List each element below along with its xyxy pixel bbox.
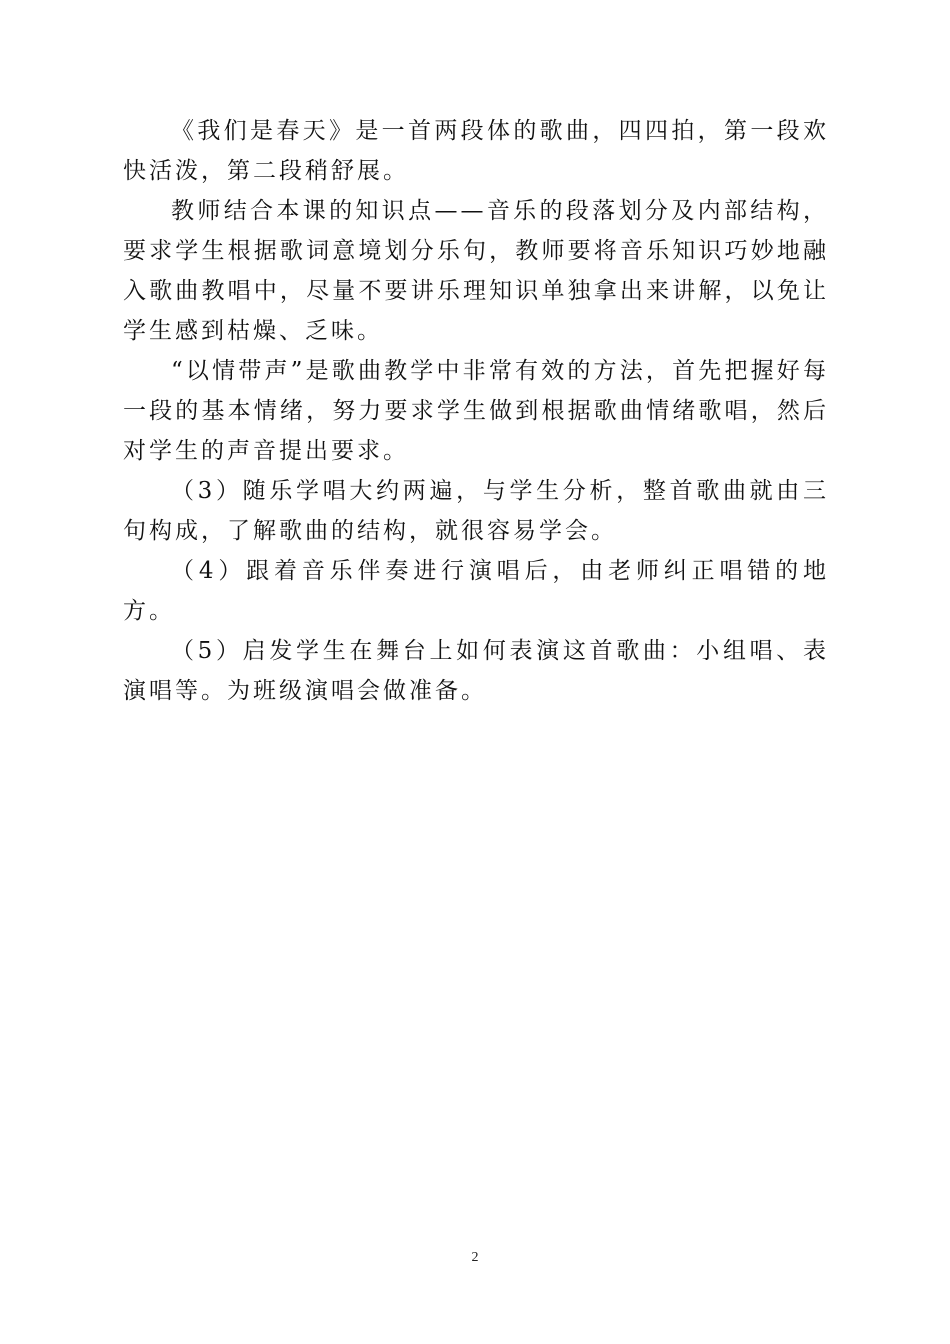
paragraph-emotion-method: “以情带声”是歌曲教学中非常有效的方法，首先把握好每一段的基本情绪，努力要求学生做到根据歌曲情绪歌唱，然后对学生的声音提出要求。 xyxy=(123,358,829,464)
paragraph-step-3: （3）随乐学唱大约两遍，与学生分析，整首歌曲就由三句构成，了解歌曲的结构，就很容易学会。 xyxy=(123,478,829,544)
paragraph-step-4: （4）跟着音乐伴奏进行演唱后，由老师纠正唱错的地方。 xyxy=(123,558,829,624)
body-text xyxy=(123,111,829,711)
paragraph-teaching-knowledge: 教师结合本课的知识点——音乐的段落划分及内部结构，要求学生根据歌词意境划分乐句，教师要将音乐知识巧妙地融入歌曲教唱中，尽量不要讲乐理知识单独拿出来讲解，以免让学生感到枯燥、乏味。 xyxy=(123,198,829,344)
page-number: 2 xyxy=(471,1250,479,1265)
paragraph-step-5: （5）启发学生在舞台上如何表演这首歌曲：小组唱、表演唱等。为班级演唱会做准备。 xyxy=(123,638,829,704)
paragraph-song-intro: 《我们是春天》是一首两段体的歌曲，四四拍，第一段欢快活泼，第二段稍舒展。 xyxy=(123,118,829,184)
